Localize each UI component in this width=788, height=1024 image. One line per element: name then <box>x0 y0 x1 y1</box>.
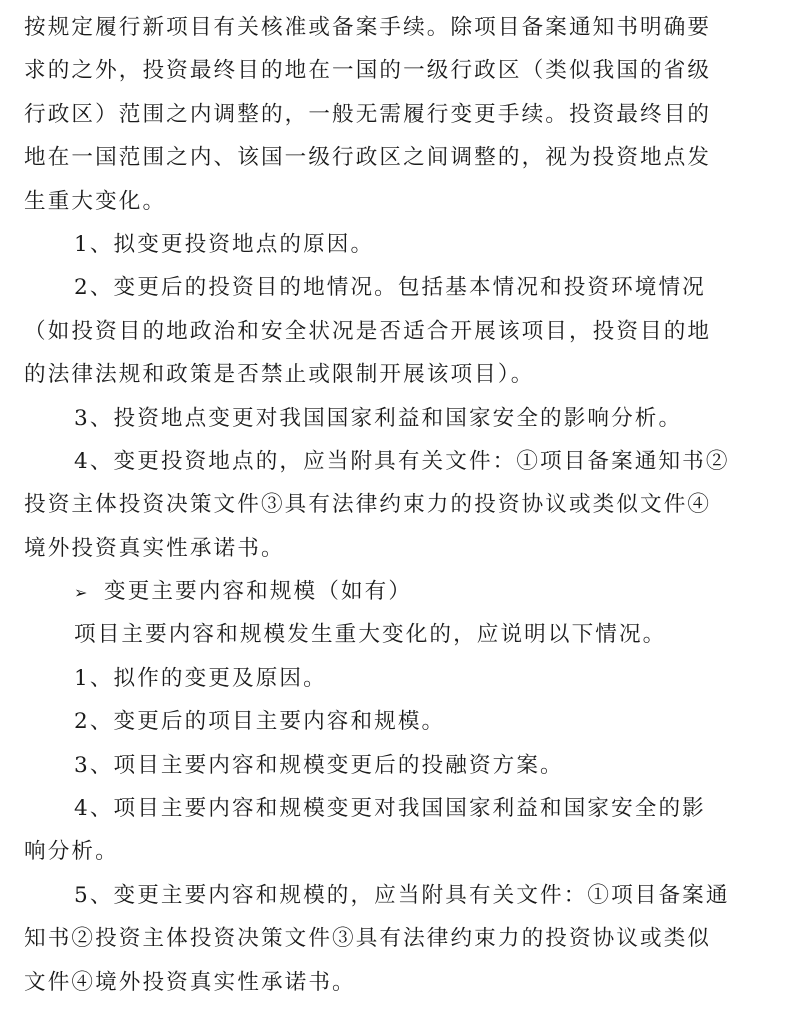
paragraph-line: 知书②投资主体投资决策文件③具有法律约束力的投资协议或类似 <box>24 926 712 952</box>
paragraph-line: 生重大变化。 <box>24 188 167 214</box>
arrow-bullet-icon: ➢ <box>74 583 88 603</box>
list-item: 3、项目主要内容和规模变更后的投融资方案。 <box>74 752 564 778</box>
paragraph-line: 的法律法规和政策是否禁止或限制开展该项目）。 <box>24 362 535 388</box>
list-item: 4、项目主要内容和规模变更对我国国家利益和国家安全的影 <box>74 796 706 822</box>
paragraph-line: 文件④境外投资真实性承诺书。 <box>24 969 356 995</box>
list-item: 1、拟变更投资地点的原因。 <box>74 231 375 257</box>
document-page <box>24 6 730 1004</box>
paragraph-line: 响分析。 <box>24 839 119 865</box>
paragraph-line: 地在一国范围之内、该国一级行政区之间调整的，视为投资地点发 <box>24 145 712 171</box>
section-heading-text: 变更主要内容和规模（如有） <box>104 579 413 605</box>
paragraph-line: 行政区）范围之内调整的，一般无需履行变更手续。投资最终目的 <box>24 101 712 127</box>
list-item: 5、变更主要内容和规模的，应当附具有关文件：①项目备案通 <box>74 882 730 908</box>
section-heading <box>24 570 724 613</box>
list-item: 2、变更后的投资目的地情况。包括基本情况和投资环境情况 <box>74 275 706 301</box>
list-item: 2、变更后的项目主要内容和规模。 <box>74 709 446 735</box>
paragraph-line: （如投资目的地政治和安全状况是否适合开展该项目，投资目的地 <box>24 318 712 344</box>
paragraph-line: 境外投资真实性承诺书。 <box>24 535 285 561</box>
list-item: 4、变更投资地点的，应当附具有关文件：①项目备案通知书② <box>74 448 730 474</box>
list-item: 3、投资地点变更对我国国家利益和国家安全的影响分析。 <box>74 405 683 431</box>
paragraph-line: 投资主体投资决策文件③具有法律约束力的投资协议或类似文件④ <box>24 492 712 518</box>
paragraph-line: 求的之外，投资最终目的地在一国的一级行政区（类似我国的省级 <box>24 58 712 84</box>
paragraph-line: 项目主要内容和规模发生重大变化的，应说明以下情况。 <box>74 622 667 648</box>
paragraph-line: 按规定履行新项目有关核准或备案手续。除项目备案通知书明确要 <box>24 15 712 40</box>
list-item: 1、拟作的变更及原因。 <box>74 665 327 691</box>
